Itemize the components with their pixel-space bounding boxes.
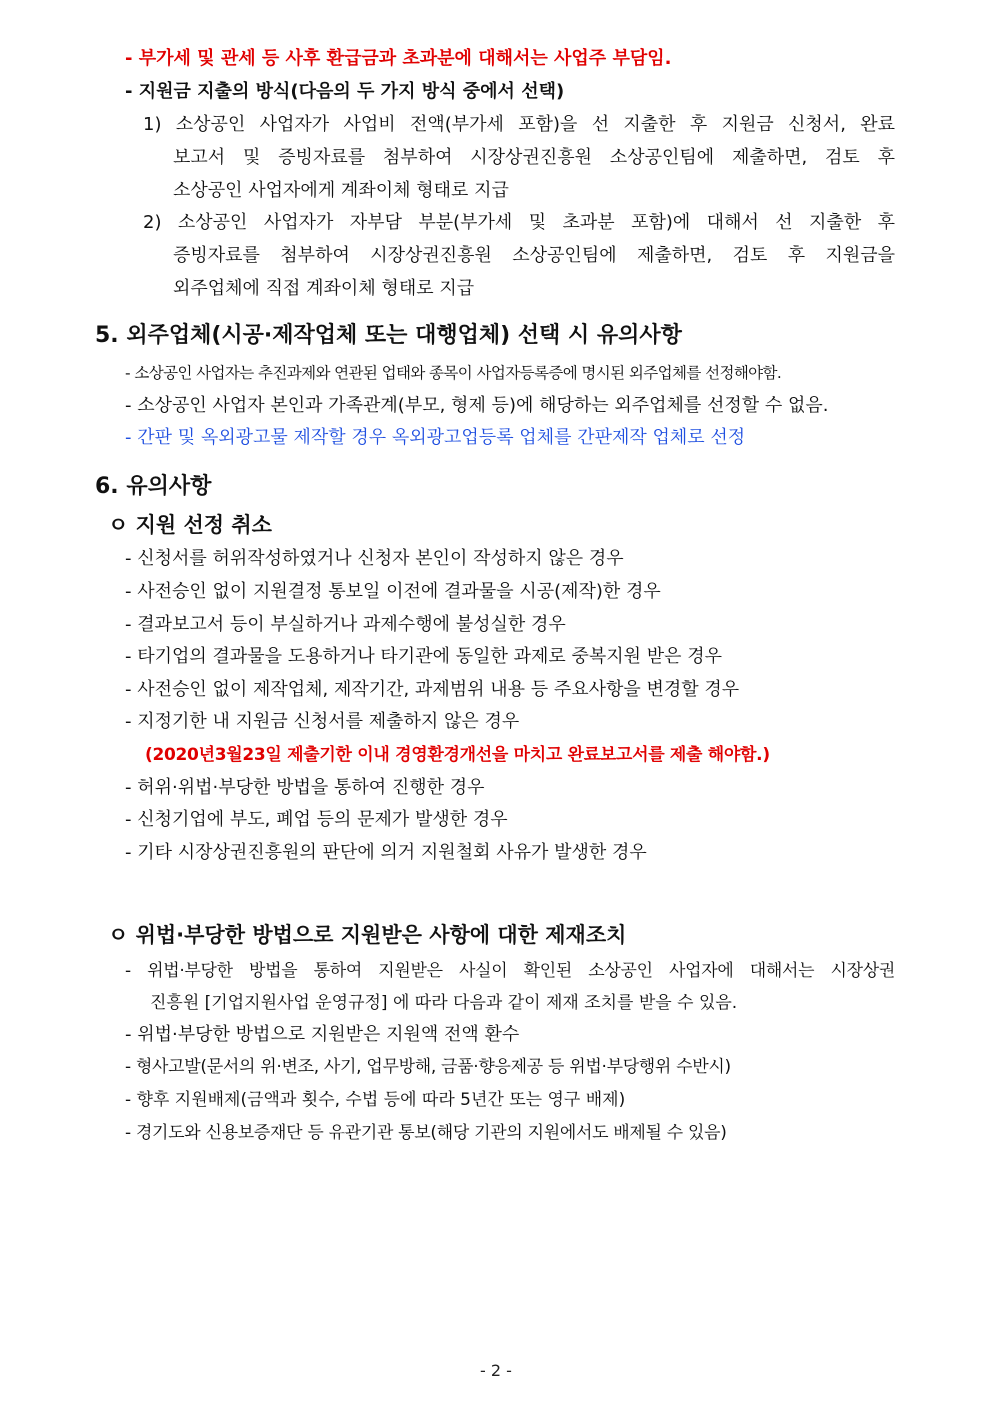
cancel-title: ㅇ 지원 선정 취소 xyxy=(108,513,272,537)
method2-line2: 증빙자료를 첨부하여 시장상권진흥원 소상공인팀에 제출하면, 검토 후 지원금을 xyxy=(173,245,895,266)
sanction-item-3: - 향후 지원배제(금액과 횟수, 수법 등에 따라 5년간 또는 영구 배제) xyxy=(125,1090,626,1110)
section5-item-3: - 간판 및 옥외광고물 제작할 경우 옥외광고업등록 업체를 간판제작 업체로 선정 xyxy=(125,427,746,448)
cancel-item-7: - 허위·위법·부당한 방법을 통하여 진행한 경우 xyxy=(125,777,485,798)
section5-item-1: - 소상공인 사업자는 추진과제와 연관된 업태와 종목이 사업자등록증에 명시된 외주업체를 선정해야함. xyxy=(125,364,782,382)
sanction-item-2: - 형사고발(문서의 위·변조, 사기, 업무방해, 금품·향응제공 등 위법·부당행위 수반시) xyxy=(125,1057,731,1077)
cancel-item-8: - 신청기업에 부도, 폐업 등의 문제가 발생한 경우 xyxy=(125,809,508,830)
cancel-item-4: - 타기업의 결과물을 도용하거나 타기관에 동일한 과제로 중복지원 받은 경우 xyxy=(125,646,723,667)
deadline-note: (2020년3월23일 제출기한 이내 경영환경개선을 마치고 완료보고서를 제출 해야함.) xyxy=(145,745,770,765)
cancel-item-5: - 사전승인 없이 제작업체, 제작기간, 과제범위 내용 등 주요사항을 변경할 경우 xyxy=(125,679,740,700)
sanction-intro-line2: 진흥원 [기업지원사업 운영규정] 에 따라 다음과 같이 제재 조치를 받을 수 있음. xyxy=(150,993,738,1013)
cancel-item-3: - 결과보고서 등이 부실하거나 과제수행에 불성실한 경우 xyxy=(125,614,566,635)
method2-line3: 외주업체에 직접 계좌이체 형태로 지급 xyxy=(173,278,475,299)
method1-line1: 1) 소상공인 사업자가 사업비 전액(부가세 포함)을 선 지출한 후 지원금 신청서, 완료 xyxy=(143,114,895,135)
cancel-item-1: - 신청서를 허위작성하였거나 신청자 본인이 작성하지 않은 경우 xyxy=(125,548,624,569)
cancel-item-6: - 지정기한 내 지원금 신청서를 제출하지 않은 경우 xyxy=(125,711,520,732)
method1-line2: 보고서 및 증빙자료를 첨부하여 시장상권진흥원 소상공인팀에 제출하면, 검토 후 xyxy=(173,147,895,168)
section6-title: 6. 유의사항 xyxy=(95,474,212,499)
sanction-intro-line1: - 위법·부당한 방법을 통하여 지원받은 사실이 확인된 소상공인 사업자에 대해서는 시장상권 xyxy=(125,961,895,981)
page-number: - 2 - xyxy=(480,1361,512,1380)
section5-title: 5. 외주업체(시공·제작업체 또는 대행업체) 선택 시 유의사항 xyxy=(95,323,682,348)
cancel-item-9: - 기타 시장상권진흥원의 판단에 의거 지원철회 사유가 발생한 경우 xyxy=(125,842,647,863)
sanction-item-1: - 위법·부당한 방법으로 지원받은 지원액 전액 환수 xyxy=(125,1024,520,1045)
payment-method-title: - 지원금 지출의 방식(다음의 두 가지 방식 중에서 선택) xyxy=(125,81,565,102)
vat-note: - 부가세 및 관세 등 사후 환급금과 초과분에 대해서는 사업주 부담임. xyxy=(125,48,672,69)
sanction-title: ㅇ 위법·부당한 방법으로 지원받은 사항에 대한 제재조치 xyxy=(108,923,627,947)
method1-line3: 소상공인 사업자에게 계좌이체 형태로 지급 xyxy=(173,180,509,201)
section5-item-2: - 소상공인 사업자 본인과 가족관계(부모, 형제 등)에 해당하는 외주업체를 선정할 수 없음. xyxy=(125,395,829,416)
cancel-item-2: - 사전승인 없이 지원결정 통보일 이전에 결과물을 시공(제작)한 경우 xyxy=(125,581,661,602)
sanction-item-4: - 경기도와 신용보증재단 등 유관기관 통보(해당 기관의 지원에서도 배제될 수 있음) xyxy=(125,1123,727,1143)
method2-line1: 2) 소상공인 사업자가 자부담 부분(부가세 및 초과분 포함)에 대해서 선 지출한 후 xyxy=(143,212,895,233)
